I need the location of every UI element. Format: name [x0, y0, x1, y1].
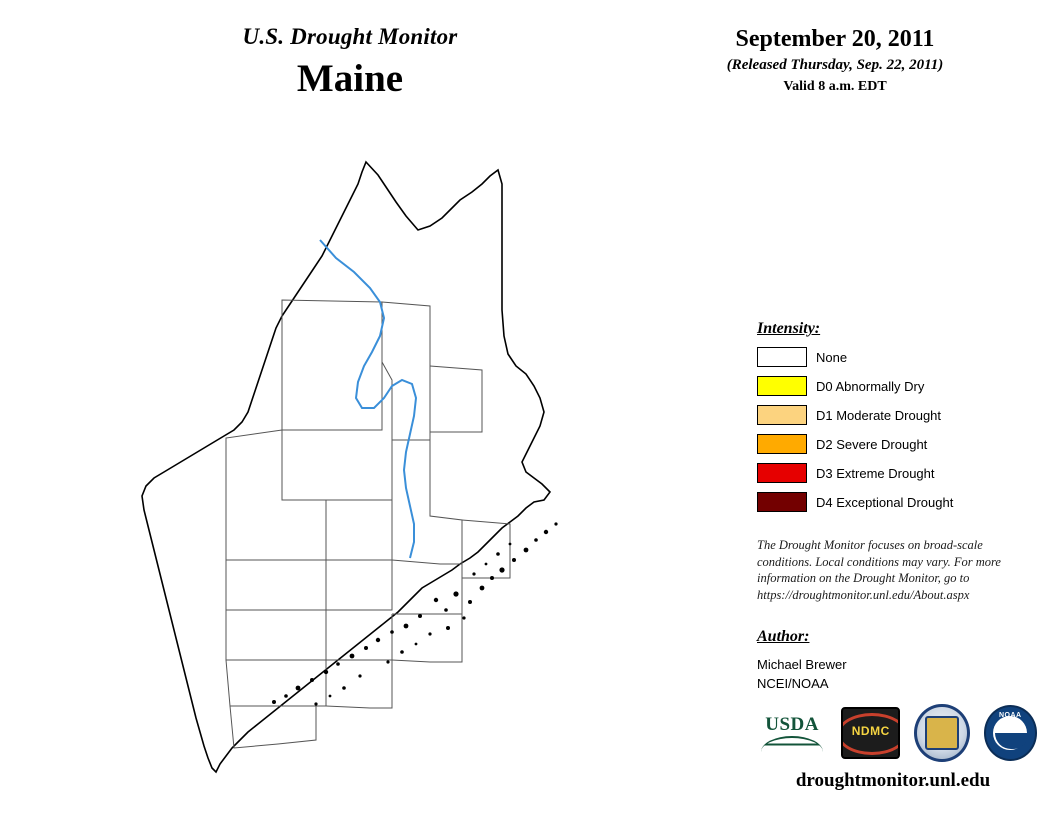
usda-seal-icon: [925, 716, 959, 750]
legend-item-d2: [757, 432, 1017, 456]
state-outline: [142, 162, 550, 772]
usda-logo: [757, 708, 827, 758]
legend-item-d4: [757, 490, 1017, 514]
legend-label-d0: D0 Abnormally Dry: [816, 378, 925, 394]
released-note: (Released Thursday, Sep. 22, 2011): [726, 57, 944, 73]
site-url[interactable]: droughtmonitor.unl.edu: [795, 770, 991, 791]
title-block: [120, 24, 580, 101]
usda-logo-text: USDA: [765, 713, 819, 735]
legend-item-none: [757, 345, 1017, 369]
ndmc-logo: [841, 707, 900, 759]
logo-row: [757, 703, 1037, 763]
date-block: [640, 26, 1030, 95]
noaa-logo-text: NOAA: [999, 712, 1022, 719]
maine-map: [130, 140, 650, 800]
legend-swatch-d2: [757, 434, 807, 454]
legend-item-d3: [757, 461, 1017, 485]
legend-label-d3: D3 Extreme Drought: [816, 465, 935, 481]
legend-swatch-d4: [757, 492, 807, 512]
author-name: Michael Brewer: [757, 657, 847, 672]
author-block: [757, 628, 1017, 694]
legend-swatch-d0: [757, 376, 807, 396]
legend-label-d2: D2 Severe Drought: [816, 436, 928, 452]
legend-label-d4: D4 Exceptional Drought: [816, 494, 954, 510]
state-title: Maine: [296, 57, 404, 100]
legend-title: Intensity:: [757, 320, 821, 337]
legend-swatch-d1: [757, 405, 807, 425]
author-title: Author:: [757, 628, 810, 645]
ndmc-logo-text: NDMC: [851, 724, 890, 738]
legend: [757, 320, 1017, 519]
legend-label-d1: D1 Moderate Drought: [816, 407, 942, 423]
page-title: U.S. Drought Monitor: [242, 24, 458, 49]
legend-item-d1: [757, 403, 1017, 427]
legend-swatch-d3: [757, 463, 807, 483]
author-org: NCEI/NOAA: [757, 675, 829, 691]
usda-swoosh-icon: [761, 736, 823, 752]
release-date: September 20, 2011: [735, 26, 935, 52]
usda-seal-logo: [914, 704, 969, 762]
legend-label-none: None: [816, 349, 848, 365]
legend-swatch-none: [757, 347, 807, 367]
legend-item-d0: [757, 374, 1017, 398]
disclaimer-text: The Drought Monitor focuses on broad-scale conditions. Local conditions may vary. For more information on the Drought Monitor, go to https://droughtmonitor.unl.edu/About.aspx: [757, 538, 1001, 602]
valid-time: Valid 8 a.m. EDT: [783, 79, 887, 94]
noaa-logo: [984, 705, 1037, 761]
